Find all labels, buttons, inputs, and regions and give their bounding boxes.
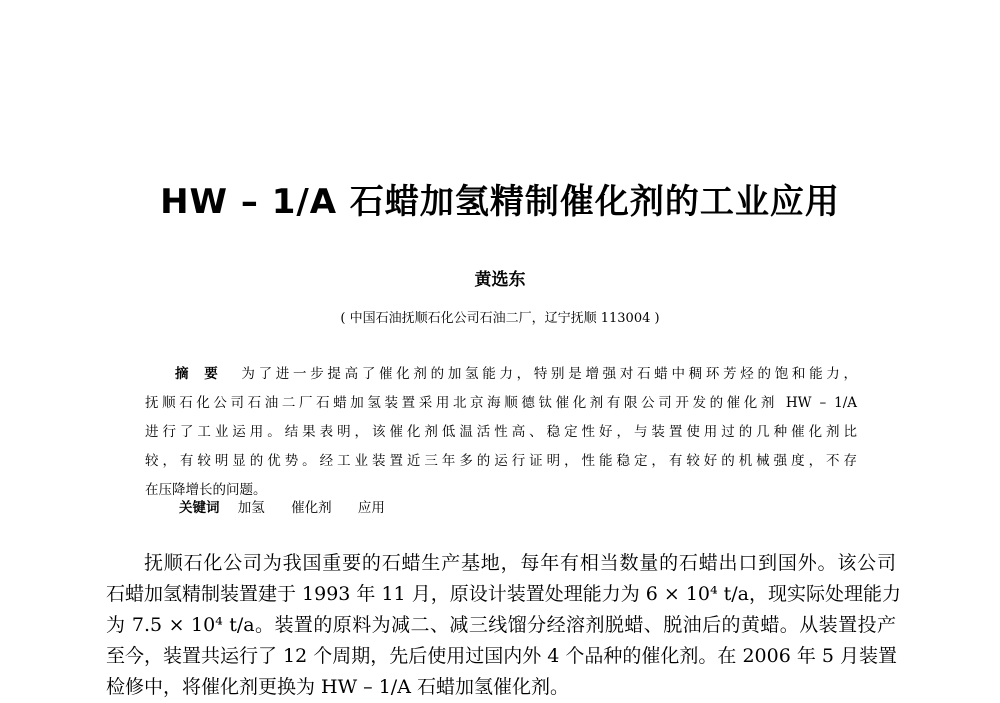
keywords-label: 关键词	[179, 500, 220, 516]
body-line-3: 为 7.5 × 10⁴ t/a。装置的原料为减二、减三线馏分经溶剂脱蜡、脱油后的黄蜡。从装置投产	[106, 614, 896, 636]
author-affiliation: ( 中国石油抚顺石化公司石油二厂，辽宁抚顺 113004 )	[340, 311, 660, 326]
keywords-block	[179, 496, 407, 516]
abstract-line-4: 较，有较明显的优势。经工业装置近三年多的运行证明，性能稳定，有较好的机械强度，不存	[145, 453, 857, 469]
abstract-block	[145, 360, 857, 505]
abstract-label: 摘要	[175, 366, 234, 382]
body-text	[106, 548, 902, 703]
abstract-line-1	[145, 360, 857, 389]
keyword-item: 加氢	[237, 500, 265, 516]
body-line-2: 石蜡加氢精制装置建于 1993 年 11 月，原设计装置处理能力为 6 × 10⁴ t/a，现实际处理能力	[106, 583, 902, 605]
keyword-item: 应用	[357, 500, 385, 516]
author-name: 黄选东	[474, 270, 526, 290]
abstract-line-3: 进行了工业运用。结果表明，该催化剂低温活性高、稳定性好，与装置使用过的几种催化剂比	[145, 424, 857, 440]
body-line-4: 至今，装置共运行了 12 个周期，先后使用过国内外 4 个品种的催化剂。在 2006 年 5 月装置	[106, 645, 898, 667]
keyword-item: 催化剂	[291, 500, 332, 516]
paper-title: HW – 1/A 石蜡加氢精制催化剂的工业应用	[160, 182, 840, 222]
abstract-line-5: 在压降增长的问题。	[145, 482, 267, 498]
abstract-text: 为了进一步提高了催化剂的加氢能力，特别是增强对石蜡中稠环芳烃的饱和能力，	[241, 366, 857, 382]
body-line-1: 抚顺石化公司为我国重要的石蜡生产基地，每年有相当数量的石蜡出口到国外。该公司	[144, 552, 896, 574]
body-line-5: 检修中，将催化剂更换为 HW – 1/A 石蜡加氢催化剂。	[106, 676, 569, 698]
abstract-line-2: 抚顺石化公司石油二厂石蜡加氢装置采用北京海顺德钛催化剂有限公司开发的催化剂 HW – 1/A	[145, 395, 857, 411]
